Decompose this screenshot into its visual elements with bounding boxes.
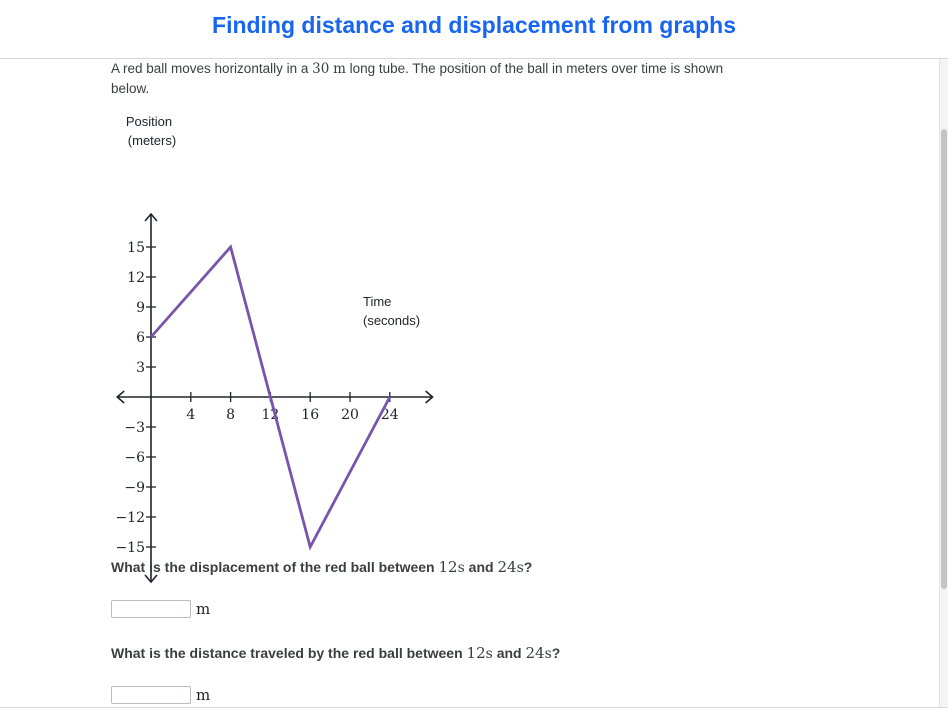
y-tick-label: 12 [127, 270, 145, 286]
axes-layer [117, 114, 432, 582]
y-tick-label: −6 [124, 450, 145, 466]
page-header [0, 0, 948, 59]
x-axis-label-line1: Time [363, 294, 392, 309]
x-tick-label: 8 [226, 407, 236, 423]
question-1-t2-unit: s [516, 560, 524, 576]
problem-statement [111, 59, 751, 98]
question-2-t2-unit: s [544, 646, 552, 662]
tube-length-value: 30 [312, 61, 330, 77]
x-tick-label: 16 [301, 407, 320, 423]
distance-answer-input[interactable] [111, 686, 191, 704]
vertical-scrollbar[interactable] [939, 59, 948, 707]
question-2-t1-unit: s [485, 646, 493, 662]
question-1-t1: 12 [438, 558, 458, 576]
y-tick-label: −15 [115, 540, 145, 556]
question-1 [111, 558, 532, 576]
scrollbar-thumb[interactable] [941, 129, 947, 589]
x-tick-label: 24 [380, 407, 399, 423]
main-content [0, 59, 940, 707]
question-2 [111, 644, 560, 662]
answer-1-unit: m [196, 600, 211, 618]
y-tick-label: 3 [136, 360, 145, 376]
y-tick-label: −12 [115, 510, 145, 526]
x-axis-label-line2: (seconds) [363, 313, 421, 328]
question-1-t1-unit: s [457, 560, 465, 576]
question-2-and: and [492, 645, 526, 661]
answer-row-2 [111, 686, 210, 704]
y-tick-label: −3 [124, 420, 145, 436]
question-2-t1: 12 [466, 644, 486, 662]
tube-length-unit: m [333, 61, 346, 77]
y-tick-label: −9 [124, 480, 145, 496]
question-2-end: ? [551, 645, 561, 661]
x-tick-label: 4 [186, 407, 196, 423]
y-axis-label-line2: (meters) [127, 133, 177, 148]
y-tick-label: 15 [127, 240, 145, 256]
position-time-graph [105, 109, 445, 556]
answer-row-1 [111, 600, 210, 618]
page-title: Finding distance and displacement from graphs [212, 12, 736, 38]
question-2-text: What is the distance traveled by the red ball between [111, 645, 467, 661]
x-tick-label: 20 [341, 407, 359, 423]
y-tick-label: 9 [136, 300, 145, 316]
problem-text-before: A red ball moves horizontally in a [111, 61, 313, 76]
problem-text-after: long tube. The position of the ball in meters over time is shown below. [111, 61, 724, 96]
question-1-t2: 24 [497, 558, 517, 576]
y-axis-label-line1: Position [125, 114, 173, 129]
y-tick-label: 6 [136, 330, 145, 346]
x-tick-label: 12 [261, 407, 280, 423]
question-1-and: and [464, 559, 498, 575]
displacement-answer-input[interactable] [111, 600, 191, 618]
question-2-t2: 24 [525, 644, 545, 662]
question-1-end: ? [523, 559, 533, 575]
ticks-layer [115, 240, 398, 556]
question-1-text: What is the displacement of the red ball between [111, 559, 439, 575]
answer-2-unit: m [196, 686, 211, 704]
